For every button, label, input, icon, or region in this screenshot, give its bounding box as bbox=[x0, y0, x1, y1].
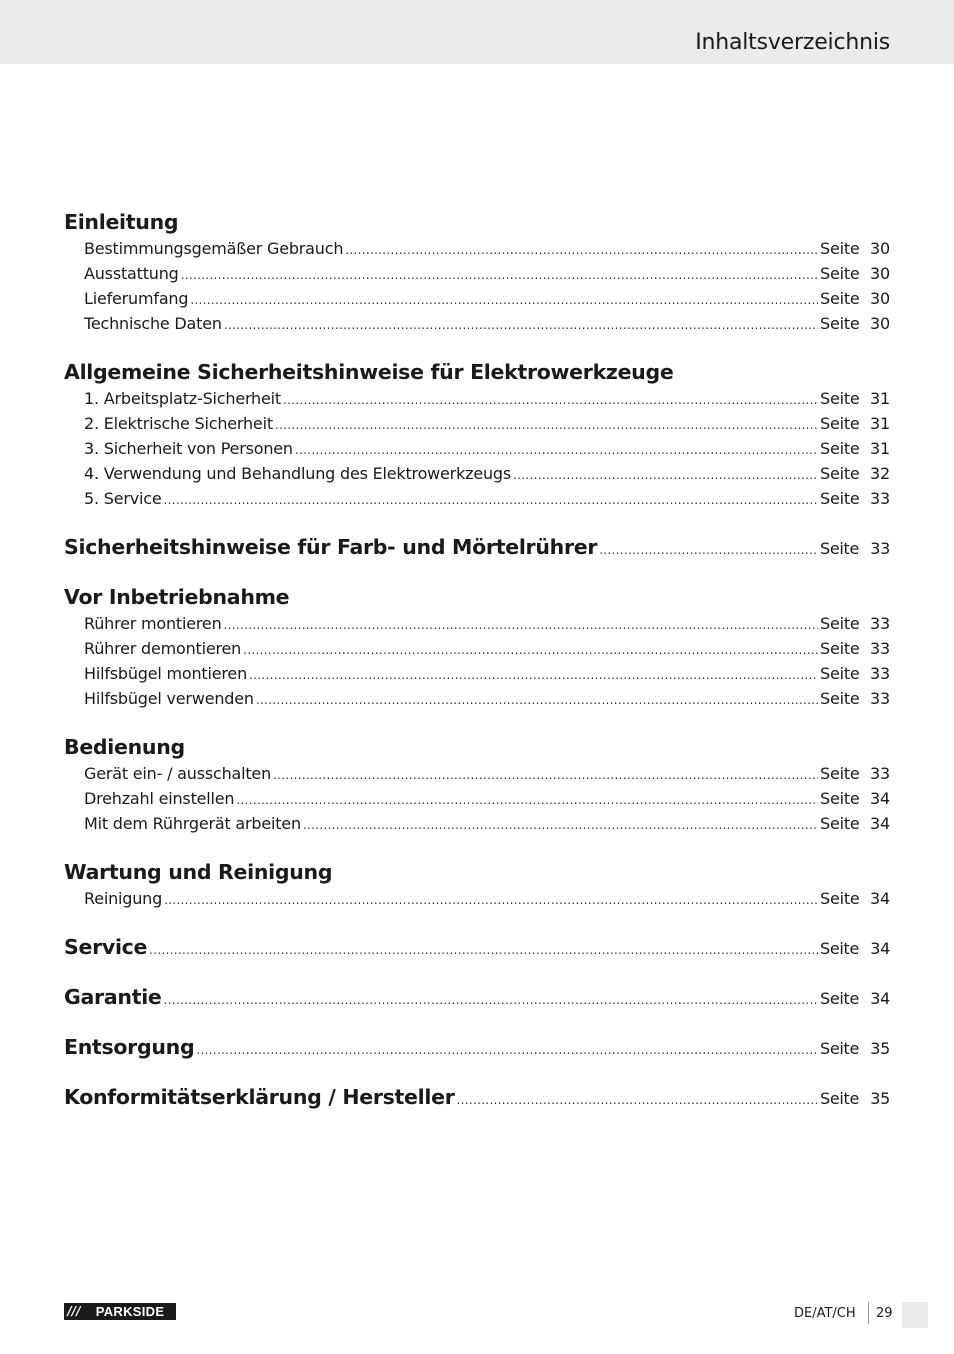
entry-label: Drehzahl einstellen bbox=[84, 789, 235, 808]
section-gap bbox=[64, 336, 890, 358]
section-heading[interactable] bbox=[64, 533, 890, 561]
toc-section bbox=[64, 583, 890, 711]
toc-entry[interactable] bbox=[64, 811, 890, 836]
seite-label: Seite bbox=[820, 639, 860, 658]
page-number: 35 bbox=[870, 1089, 890, 1108]
toc-section bbox=[64, 208, 890, 336]
page-number: 34 bbox=[870, 889, 890, 908]
section-heading[interactable] bbox=[64, 858, 890, 886]
section-heading[interactable] bbox=[64, 1033, 890, 1061]
leader-dots bbox=[164, 488, 819, 513]
seite-label: Seite bbox=[820, 789, 860, 808]
leader-dots bbox=[457, 1086, 818, 1114]
page-title: Inhaltsverzeichnis bbox=[695, 30, 890, 55]
section-gap bbox=[64, 961, 890, 983]
toc-entry[interactable] bbox=[64, 886, 890, 911]
seite-label: Seite bbox=[820, 814, 860, 833]
leader-dots bbox=[599, 536, 818, 564]
seite-label: Seite bbox=[820, 1039, 860, 1058]
toc-entry[interactable] bbox=[64, 461, 890, 486]
page-number: 33 bbox=[870, 664, 890, 683]
leader-dots bbox=[181, 263, 818, 288]
seite-label: Seite bbox=[820, 939, 860, 958]
entry-label: 1. Arbeitsplatz-Sicherheit bbox=[84, 389, 281, 408]
leader-dots bbox=[243, 638, 818, 663]
page-number: 30 bbox=[870, 239, 890, 258]
entry-label: 3. Sicherheit von Personen bbox=[84, 439, 293, 458]
page-number: 33 bbox=[870, 689, 890, 708]
page-number: 33 bbox=[870, 639, 890, 658]
page-number: 30 bbox=[870, 264, 890, 283]
section-title: Allgemeine Sicherheitshinweise für Elektrowerkzeuge bbox=[64, 360, 674, 384]
section-heading[interactable] bbox=[64, 583, 890, 611]
seite-label: Seite bbox=[820, 614, 860, 633]
toc-entry[interactable] bbox=[64, 411, 890, 436]
toc-section bbox=[64, 358, 890, 511]
seite-label: Seite bbox=[820, 414, 860, 433]
toc-section bbox=[64, 933, 890, 961]
toc-entry[interactable] bbox=[64, 436, 890, 461]
toc-entry[interactable] bbox=[64, 786, 890, 811]
toc-entry[interactable] bbox=[64, 261, 890, 286]
leader-dots bbox=[249, 663, 818, 688]
toc-section bbox=[64, 858, 890, 911]
footer-divider bbox=[868, 1302, 869, 1324]
toc-section bbox=[64, 533, 890, 561]
seite-label: Seite bbox=[820, 439, 860, 458]
seite-label: Seite bbox=[820, 989, 860, 1008]
section-gap bbox=[64, 911, 890, 933]
page-number: 31 bbox=[870, 389, 890, 408]
section-title: Vor Inbetriebnahme bbox=[64, 585, 290, 609]
section-heading[interactable] bbox=[64, 983, 890, 1011]
page-number: 33 bbox=[870, 539, 890, 558]
leader-dots bbox=[283, 388, 818, 413]
footer-corner-box bbox=[902, 1302, 928, 1328]
toc-entry[interactable] bbox=[64, 686, 890, 711]
seite-label: Seite bbox=[820, 489, 860, 508]
seite-label: Seite bbox=[820, 889, 860, 908]
section-title: Bedienung bbox=[64, 735, 185, 759]
leader-dots bbox=[273, 763, 818, 788]
entry-label: 5. Service bbox=[84, 489, 162, 508]
page-number: 31 bbox=[870, 414, 890, 433]
page-number: 32 bbox=[870, 464, 890, 483]
entry-label: 4. Verwendung und Behandlung des Elektrowerkzeugs bbox=[84, 464, 512, 483]
seite-label: Seite bbox=[820, 689, 860, 708]
toc-entry[interactable] bbox=[64, 486, 890, 511]
leader-dots bbox=[236, 788, 818, 813]
section-heading[interactable] bbox=[64, 358, 890, 386]
section-title: Sicherheitshinweise für Farb- und Mörtelrührer bbox=[64, 535, 598, 559]
leader-dots bbox=[345, 238, 818, 263]
section-title: Entsorgung bbox=[64, 1035, 195, 1059]
section-title: Wartung und Reinigung bbox=[64, 860, 333, 884]
logo-slashes: /// bbox=[64, 1303, 84, 1320]
seite-label: Seite bbox=[820, 1089, 860, 1108]
page-number: 33 bbox=[870, 614, 890, 633]
entry-label: Rührer demontieren bbox=[84, 639, 242, 658]
leader-dots bbox=[196, 1036, 818, 1064]
table-of-contents bbox=[64, 208, 890, 1111]
section-heading[interactable] bbox=[64, 208, 890, 236]
seite-label: Seite bbox=[820, 314, 860, 333]
leader-dots bbox=[164, 986, 818, 1014]
page-number: 33 bbox=[870, 489, 890, 508]
footer-page-number: 29 bbox=[876, 1306, 893, 1321]
entry-label: 2. Elektrische Sicherheit bbox=[84, 414, 273, 433]
section-title: Service bbox=[64, 935, 148, 959]
page-number: 30 bbox=[870, 289, 890, 308]
seite-label: Seite bbox=[820, 264, 860, 283]
seite-label: Seite bbox=[820, 389, 860, 408]
logo-wordmark: PARKSIDE bbox=[84, 1303, 176, 1320]
seite-label: Seite bbox=[820, 239, 860, 258]
toc-section bbox=[64, 983, 890, 1011]
toc-entry[interactable] bbox=[64, 311, 890, 336]
section-gap bbox=[64, 1011, 890, 1033]
section-title: Konformitätserklärung / Hersteller bbox=[64, 1085, 455, 1109]
entry-label: Ausstattung bbox=[84, 264, 179, 283]
entry-label: Rührer montieren bbox=[84, 614, 222, 633]
section-title: Garantie bbox=[64, 985, 162, 1009]
toc-entry[interactable] bbox=[64, 636, 890, 661]
leader-dots bbox=[513, 463, 818, 488]
page-number: 35 bbox=[870, 1039, 890, 1058]
entry-label: Mit dem Rührgerät arbeiten bbox=[84, 814, 301, 833]
section-heading[interactable] bbox=[64, 733, 890, 761]
entry-label: Gerät ein- / ausschalten bbox=[84, 764, 272, 783]
section-gap bbox=[64, 836, 890, 858]
section-gap bbox=[64, 511, 890, 533]
toc-entry[interactable] bbox=[64, 761, 890, 786]
toc-entry[interactable] bbox=[64, 236, 890, 261]
toc-entry[interactable] bbox=[64, 386, 890, 411]
leader-dots bbox=[149, 936, 818, 964]
entry-label: Lieferumfang bbox=[84, 289, 189, 308]
seite-label: Seite bbox=[820, 464, 860, 483]
section-title: Einleitung bbox=[64, 210, 179, 234]
toc-section bbox=[64, 1083, 890, 1111]
section-heading[interactable] bbox=[64, 1083, 890, 1111]
entry-label: Technische Daten bbox=[84, 314, 222, 333]
section-gap bbox=[64, 711, 890, 733]
page-number: 34 bbox=[870, 989, 890, 1008]
leader-dots bbox=[303, 813, 818, 838]
section-gap bbox=[64, 1061, 890, 1083]
leader-dots bbox=[224, 313, 818, 338]
leader-dots bbox=[164, 888, 818, 913]
page-number: 31 bbox=[870, 439, 890, 458]
leader-dots bbox=[256, 688, 818, 713]
section-heading[interactable] bbox=[64, 933, 890, 961]
leader-dots bbox=[224, 613, 818, 638]
toc-section bbox=[64, 1033, 890, 1061]
page-number: 34 bbox=[870, 939, 890, 958]
parkside-logo bbox=[64, 1303, 176, 1320]
toc-section bbox=[64, 733, 890, 836]
leader-dots bbox=[295, 438, 818, 463]
toc-entry[interactable] bbox=[64, 661, 890, 686]
page-number: 33 bbox=[870, 764, 890, 783]
seite-label: Seite bbox=[820, 764, 860, 783]
entry-label: Hilfsbügel verwenden bbox=[84, 689, 254, 708]
seite-label: Seite bbox=[820, 664, 860, 683]
entry-label: Hilfsbügel montieren bbox=[84, 664, 248, 683]
entry-label: Reinigung bbox=[84, 889, 163, 908]
leader-dots bbox=[275, 413, 818, 438]
toc-entry[interactable] bbox=[64, 611, 890, 636]
toc-entry[interactable] bbox=[64, 286, 890, 311]
leader-dots bbox=[190, 288, 818, 313]
seite-label: Seite bbox=[820, 289, 860, 308]
seite-label: Seite bbox=[820, 539, 860, 558]
footer-country-codes: DE/AT/CH bbox=[794, 1306, 856, 1321]
page-number: 30 bbox=[870, 314, 890, 333]
page-number: 34 bbox=[870, 789, 890, 808]
section-gap bbox=[64, 561, 890, 583]
entry-label: Bestimmungsgemäßer Gebrauch bbox=[84, 239, 344, 258]
page-number: 34 bbox=[870, 814, 890, 833]
